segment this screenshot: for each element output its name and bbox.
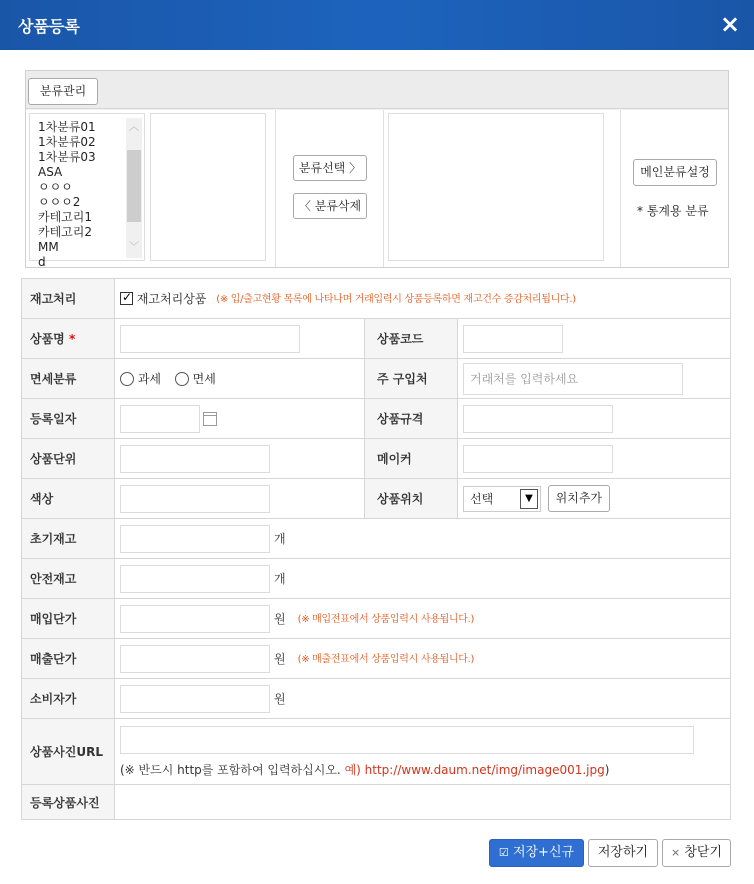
color-label: 색상 xyxy=(22,479,115,519)
stock-label: 재고처리 xyxy=(22,279,115,319)
category-select-button[interactable]: 분류선택 〉 xyxy=(293,155,367,181)
stock-checkbox-label: 재고처리상품 xyxy=(136,292,207,306)
location-select-value: 선택 xyxy=(470,491,494,506)
name-input[interactable] xyxy=(120,325,300,353)
category-panel xyxy=(25,70,729,268)
save-new-label: 저장+신규 xyxy=(512,845,575,860)
product-form xyxy=(21,278,731,820)
category-subsource-list[interactable] xyxy=(150,113,266,261)
code-input[interactable] xyxy=(463,325,563,353)
color-input[interactable] xyxy=(120,485,270,513)
list-scrollbar[interactable] xyxy=(126,118,142,258)
buy-price-unit: 원 xyxy=(274,612,286,626)
list-item[interactable]: ㅇㅇㅇ2 xyxy=(38,195,81,209)
photo-url-hint-text: (※ 반드시 http를 포함하여 입력하십시오. xyxy=(120,762,341,777)
photo-label: 등록상품사진 xyxy=(22,785,115,820)
stats-category-note: * 통계용 분류 xyxy=(637,204,709,218)
initial-stock-input[interactable] xyxy=(120,525,270,553)
form-row-stock xyxy=(22,279,731,319)
form-row-consumer-price xyxy=(22,679,731,719)
divider xyxy=(620,110,621,267)
initial-stock-label: 초기재고 xyxy=(22,519,115,559)
location-select[interactable] xyxy=(463,486,541,512)
buy-price-label: 매입단가 xyxy=(22,599,115,639)
code-label: 상품코드 xyxy=(365,319,458,359)
sell-price-label: 매출단가 xyxy=(22,639,115,679)
category-toolbar xyxy=(26,71,728,109)
form-row-buy-price xyxy=(22,599,731,639)
dialog-titlebar xyxy=(0,0,754,50)
photo-url-hint xyxy=(120,761,730,778)
form-row-photo-url xyxy=(22,719,731,785)
stock-checkbox[interactable] xyxy=(120,292,133,305)
save-button[interactable]: 저장하기 xyxy=(588,839,658,867)
chevron-down-icon[interactable]: ▼ xyxy=(520,489,538,509)
category-delete-button[interactable]: 〈 분류삭제 xyxy=(293,193,367,219)
tax-radio-exempt[interactable] xyxy=(175,372,189,386)
consumer-price-unit: 원 xyxy=(274,692,286,706)
unit-input[interactable] xyxy=(120,445,270,473)
chevron-up-icon[interactable]: ︿ xyxy=(129,122,139,133)
maker-label: 메이커 xyxy=(365,439,458,479)
tax-radio-taxable[interactable] xyxy=(120,372,134,386)
supplier-input[interactable]: 거래처를 입력하세요 xyxy=(463,363,683,395)
divider xyxy=(275,110,276,267)
safety-stock-label: 안전재고 xyxy=(22,559,115,599)
main-category-setting-button[interactable]: 메인분류설정 xyxy=(633,159,717,186)
close-window-label: 창닫기 xyxy=(684,845,723,860)
photo-url-label: 상품사진URL xyxy=(22,719,115,785)
supplier-label: 주 구입처 xyxy=(365,359,458,399)
stock-note: (※ 입/출고현황 목록에 나타나며 거래입력시 상품등록하면 재고건수 증감처리됩니다.) xyxy=(216,294,576,305)
form-row-name xyxy=(22,319,731,359)
consumer-price-label: 소비자가 xyxy=(22,679,115,719)
save-new-button[interactable] xyxy=(489,839,584,867)
buy-price-note: (※ 매입전표에서 상품입력시 사용됩니다.) xyxy=(297,614,475,625)
tax-label: 면세분류 xyxy=(22,359,115,399)
list-item[interactable]: d xyxy=(38,255,46,269)
category-selected-list[interactable] xyxy=(388,113,604,261)
list-item[interactable]: 1차분류03 xyxy=(38,150,96,164)
form-row-unit xyxy=(22,439,731,479)
photo-url-input[interactable] xyxy=(120,726,694,754)
sell-price-note: (※ 매출전표에서 상품입력시 사용됩니다.) xyxy=(297,654,475,665)
form-row-date xyxy=(22,399,731,439)
photo-area xyxy=(115,785,731,820)
calendar-icon[interactable] xyxy=(203,412,217,426)
list-item[interactable]: MM xyxy=(38,240,59,254)
safety-stock-unit: 개 xyxy=(274,572,286,586)
list-item[interactable]: 1차분류02 xyxy=(38,135,96,149)
safety-stock-input[interactable] xyxy=(120,565,270,593)
chevron-down-icon[interactable]: ﹀ xyxy=(129,242,139,253)
close-icon: × xyxy=(670,846,681,859)
name-label xyxy=(22,319,115,359)
list-item[interactable]: 카테고리2 xyxy=(38,225,93,239)
form-row-safety-stock xyxy=(22,559,731,599)
dialog-title: 상품등록 xyxy=(18,17,80,36)
close-window-button[interactable] xyxy=(662,839,731,867)
location-add-button[interactable]: 위치추가 xyxy=(548,485,610,512)
form-row-sell-price xyxy=(22,639,731,679)
divider xyxy=(383,110,384,267)
reg-date-label: 등록일자 xyxy=(22,399,115,439)
form-row-initial-stock xyxy=(22,519,731,559)
list-item[interactable]: 카테고리1 xyxy=(38,210,93,224)
maker-input[interactable] xyxy=(463,445,613,473)
buy-price-input[interactable] xyxy=(120,605,270,633)
spec-input[interactable] xyxy=(463,405,613,433)
tax-option-taxable: 과세 xyxy=(137,372,162,386)
reg-date-input[interactable] xyxy=(120,405,200,433)
category-selector xyxy=(26,110,728,267)
list-item[interactable]: 1차분류01 xyxy=(38,120,96,134)
location-label: 상품위치 xyxy=(365,479,458,519)
unit-label: 상품단위 xyxy=(22,439,115,479)
scrollbar-thumb[interactable] xyxy=(127,150,141,222)
save-icon: ☑ xyxy=(498,846,509,859)
sell-price-input[interactable] xyxy=(120,645,270,673)
close-icon[interactable]: × xyxy=(719,10,741,38)
category-manage-button[interactable]: 분류관리 xyxy=(28,78,98,105)
name-label-text: 상품명 xyxy=(30,332,65,346)
required-mark: * xyxy=(68,332,76,346)
initial-stock-unit: 개 xyxy=(274,532,286,546)
form-row-color xyxy=(22,479,731,519)
photo-url-hint-close: ) xyxy=(604,762,610,777)
list-item[interactable]: ASA xyxy=(38,165,63,179)
photo-url-example: 예) http://www.daum.net/img/image001.jpg xyxy=(344,762,605,777)
consumer-price-input[interactable] xyxy=(120,685,270,713)
form-row-tax xyxy=(22,359,731,399)
sell-price-unit: 원 xyxy=(274,652,286,666)
category-source-list[interactable] xyxy=(29,113,145,269)
form-row-photo xyxy=(22,785,731,820)
tax-option-exempt: 면세 xyxy=(192,372,216,386)
list-item[interactable]: ㅇㅇㅇ xyxy=(38,180,73,194)
spec-label: 상품규격 xyxy=(365,399,458,439)
